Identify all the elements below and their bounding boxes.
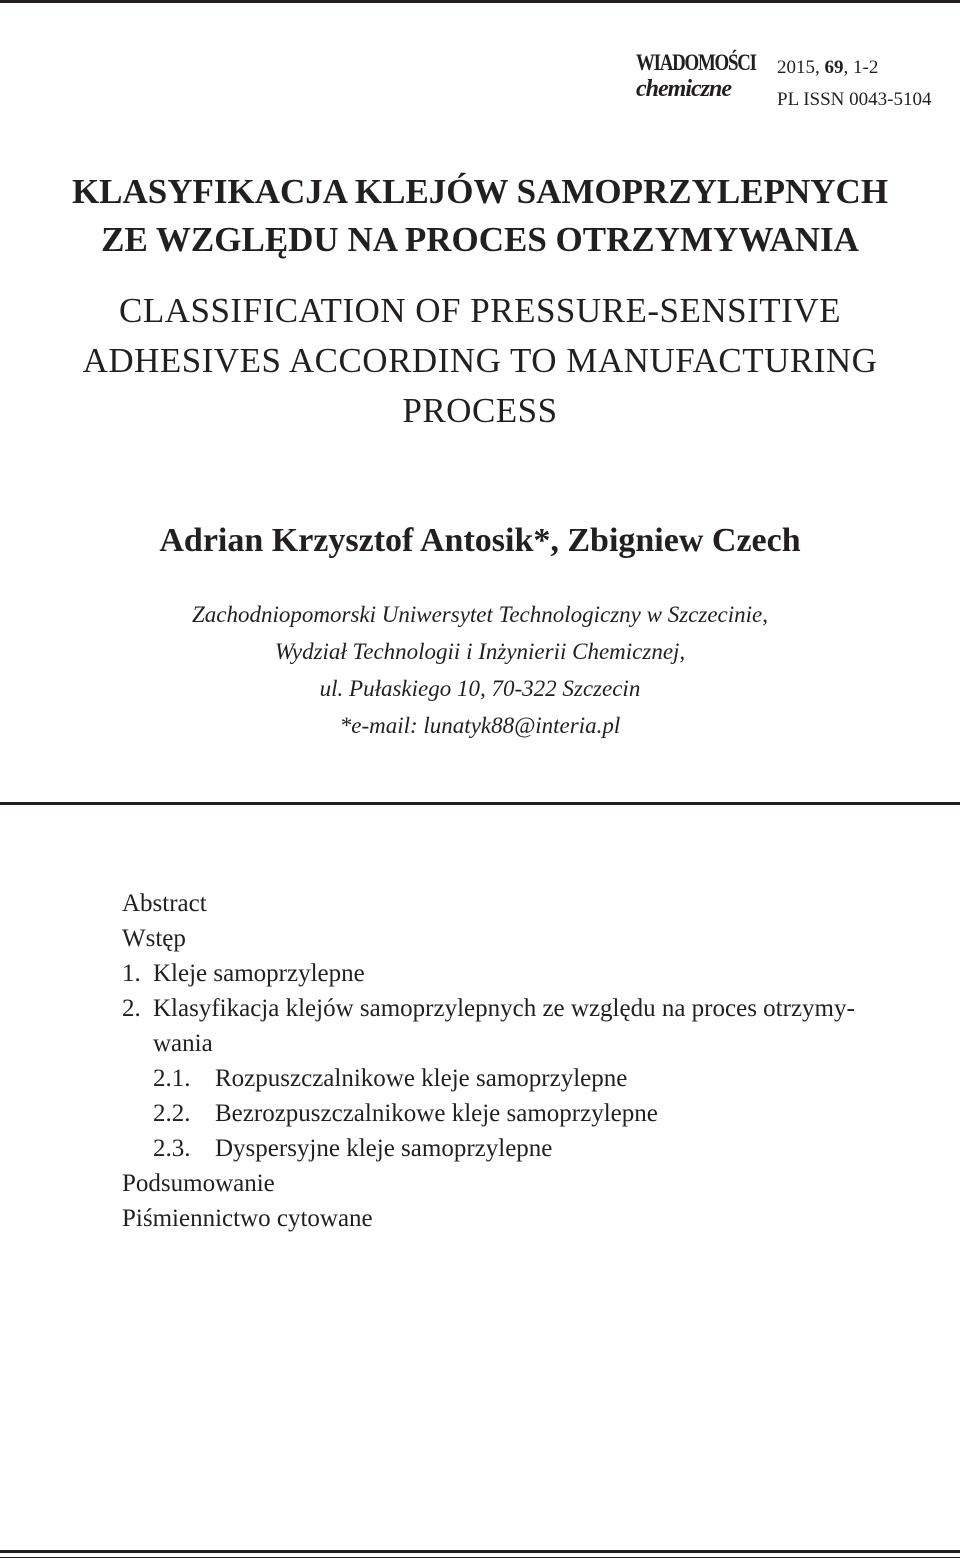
top-rule [0,0,960,3]
toc-section-2-label: Klasyfikacja klejów samoprzylepnych ze względu na proces otrzymy- [153,995,855,1022]
title-english-line-2: ADHESIVES ACCORDING TO MANUFACTURING [82,341,878,380]
toc-abstract: Abstract [122,890,207,917]
affiliation-line-3: ul. Pułaskiego 10, 70-322 Szczecin [319,676,641,701]
affiliation-line-1: Zachodniopomorski Uniwersytet Technologiczny w Szczecinie, [192,602,768,627]
bottom-rule-thin [0,1557,960,1558]
section-divider [0,802,960,805]
title-english [0,286,960,436]
issue: , 1-2 [843,57,879,78]
toc-section-1-number: 1. [122,960,141,987]
logo-wordmark-bottom: chemiczne [636,76,731,102]
journal-masthead [636,50,946,110]
title-english-line-1: CLASSIFICATION OF PRESSURE-SENSITIVE [119,291,841,330]
title-polish [0,168,960,264]
toc-section-2-3 [122,1131,952,1166]
volume-line [777,52,931,84]
table-of-contents [122,886,952,1236]
authors: Adrian Krzysztof Antosik*, Zbigniew Czech [159,522,801,559]
affiliation [0,596,960,744]
affiliation-line-2: Wydział Technologii i Inżynierii Chemicznej, [274,639,686,664]
title-polish-line-2: ZE WZGLĘDU NA PROCES OTRZYMYWANIA [101,220,859,259]
year: 2015, [777,57,820,78]
volume: 69 [824,57,844,78]
toc-section-2-3-label: Dyspersyjne kleje samoprzylepne [215,1135,553,1162]
toc-section-2 [122,991,952,1026]
toc-section-2-continuation: wania [153,1030,213,1057]
issn: PL ISSN 0043-5104 [777,89,932,110]
toc-summary: Podsumowanie [122,1170,275,1197]
toc-section-2-1-label: Rozpuszczalnikowe kleje samoprzylepne [215,1065,628,1092]
toc-section-2-2 [122,1096,952,1131]
logo-wordmark-top: WIADOMOŚCI [636,50,756,75]
toc-section-2-1-number: 2.1. [153,1065,191,1092]
toc-section-2-2-number: 2.2. [153,1100,191,1127]
journal-logo [636,50,766,100]
title-english-line-3: PROCESS [402,391,558,430]
toc-section-2-3-number: 2.3. [153,1135,191,1162]
toc-section-2-1 [122,1061,952,1096]
toc-section-2-2-label: Bezrozpuszczalnikowe kleje samoprzylepne [215,1100,658,1127]
toc-section-1 [122,956,952,991]
title-polish-line-1: KLASYFIKACJA KLEJÓW SAMOPRZYLEPNYCH [71,172,889,211]
publication-info [777,52,931,116]
affiliation-email: *e-mail: lunatyk88@interia.pl [339,713,621,738]
toc-section-2-number: 2. [122,995,141,1022]
toc-section-1-label: Kleje samoprzylepne [153,960,365,987]
toc-introduction: Wstęp [122,925,186,952]
toc-references: Piśmiennictwo cytowane [122,1205,373,1232]
bottom-rule-thick [0,1550,960,1553]
